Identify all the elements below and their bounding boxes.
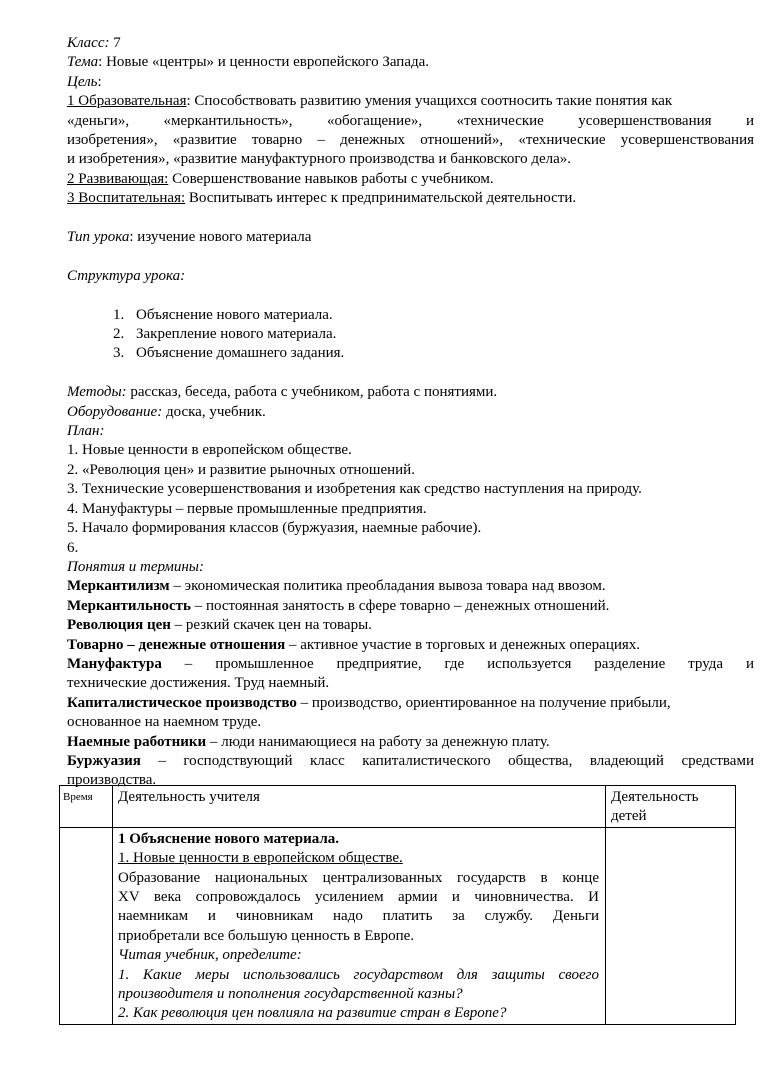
time-cell bbox=[60, 827, 113, 1024]
term-name: Меркантильность bbox=[67, 597, 191, 614]
structure-list bbox=[67, 306, 754, 364]
table-row bbox=[60, 827, 736, 1024]
lesson-type-label: Тип урока bbox=[67, 229, 130, 246]
plan-item: 6. bbox=[67, 539, 79, 556]
paragraph-line: Образование национальных централизованных государств в конце bbox=[118, 869, 599, 886]
term-definition: – промышленное предприятие, где используется разделение труда и bbox=[161, 655, 754, 672]
term-name: Буржуазия bbox=[67, 752, 141, 769]
paragraph-line: XV века сопровождалось усилением армии и чиновничества. И bbox=[118, 889, 599, 906]
topic-value: : Новые «центры» и ценности европейского Запада. bbox=[98, 54, 430, 71]
term-entry bbox=[67, 577, 754, 596]
methods-line bbox=[67, 383, 754, 402]
plan-item: 4. Мануфактуры – первые промышленные предприятия. bbox=[67, 500, 427, 517]
term-definition-continued: основанное на наемном труде. bbox=[67, 714, 262, 731]
class-line bbox=[67, 34, 754, 53]
methods-label: Методы: bbox=[67, 384, 127, 401]
upbringing-goal-text: Воспитывать интерес к предпринимательской деятельности. bbox=[185, 190, 577, 207]
term-entry-bourgeoisie bbox=[67, 752, 754, 771]
lesson-plan-document bbox=[67, 34, 754, 791]
plan-label: План: bbox=[67, 423, 105, 440]
term-definition: – постоянная занятость в сфере товарно – денежных отношений. bbox=[190, 597, 610, 614]
plan-item: 2. «Революция цен» и развитие рыночных отношений. bbox=[67, 461, 415, 478]
lesson-type-line bbox=[67, 228, 754, 247]
list-item-number: 1. bbox=[113, 306, 125, 323]
list-item-text: Объяснение домашнего задания. bbox=[136, 345, 345, 362]
term-definition-continued: технические достижения. Труд наемный. bbox=[67, 675, 330, 692]
paragraph-line: приобретали все большую ценность в Европе. bbox=[118, 927, 415, 944]
educational-goal-text-2: «деньги», «меркантильность», «обогащение», «технические усовершенствования и bbox=[67, 112, 754, 129]
column-header-kids bbox=[606, 786, 736, 828]
educational-goal-text-1: : Способствовать развитию умения учащихся соотносить такие понятия как bbox=[186, 93, 673, 110]
plan-item: 1. Новые ценности в европейском обществе. bbox=[67, 442, 352, 459]
list-item-text: Объяснение нового материала. bbox=[136, 306, 333, 323]
educational-goal-text-4: и изобретения», «развитие мануфактурного производства и банковского дела». bbox=[67, 151, 572, 168]
teacher-activity-cell bbox=[113, 827, 606, 1024]
column-header-time: Время bbox=[60, 786, 113, 828]
kids-activity-cell bbox=[606, 827, 736, 1024]
methods-value: рассказ, беседа, работа с учебником, работа с понятиями. bbox=[126, 384, 498, 401]
list-item bbox=[113, 325, 754, 344]
upbringing-goal-label: 3 Воспитательная: bbox=[67, 190, 186, 207]
term-definition: – резкий скачек цен на товары. bbox=[170, 617, 372, 634]
term-name: Наемные работники bbox=[67, 733, 207, 750]
term-entry bbox=[67, 616, 754, 635]
list-item-number: 2. bbox=[113, 326, 125, 343]
paragraph-line: наемникам и чиновникам надо платить за службу. Деньги bbox=[118, 908, 599, 925]
equipment-label: Оборудование: bbox=[67, 403, 163, 420]
term-name: Революция цен bbox=[67, 617, 171, 634]
educational-goal-label: 1 Образовательная bbox=[67, 93, 187, 110]
question-line: 2. Как революция цен повлияла на развитие стран в Европе? bbox=[118, 1005, 507, 1022]
educational-goal-line-1 bbox=[67, 92, 754, 111]
term-definition: – господствующий класс капиталистического общества, владеющий средствами bbox=[140, 752, 754, 769]
plan-item: 3. Технические усовершенствования и изобретения как средство наступления на природу. bbox=[67, 481, 642, 498]
question-line: 1. Какие меры использовались государством для защиты своего bbox=[118, 966, 599, 983]
list-item-number: 3. bbox=[113, 345, 125, 362]
class-label: Класс: bbox=[67, 35, 110, 51]
column-header-kids-line-2: детей bbox=[611, 808, 647, 825]
term-entry bbox=[67, 636, 754, 655]
topic-line bbox=[67, 53, 754, 72]
term-definition: – люди нанимающиеся на работу за денежную плату. bbox=[206, 733, 550, 750]
list-item bbox=[113, 344, 754, 363]
upbringing-goal-line bbox=[67, 189, 754, 208]
subsection-title: 1. Новые ценности в европейском обществе. bbox=[118, 850, 403, 867]
question-line: производителя и пополнения государственной казны? bbox=[118, 986, 463, 1003]
term-entry-hired bbox=[67, 733, 754, 752]
class-value: 7 bbox=[109, 35, 121, 51]
structure-label: Структура урока: bbox=[67, 267, 186, 284]
plan-item: 5. Начало формирования классов (буржуазия, наемные рабочие). bbox=[67, 520, 482, 537]
term-entry-manufactory bbox=[67, 655, 754, 674]
term-definition: – производство, ориентированное на получение прибыли, bbox=[296, 694, 671, 711]
developing-goal-line bbox=[67, 170, 754, 189]
section-title: 1 Объяснение нового материала. bbox=[118, 830, 340, 847]
term-entry-capitalist bbox=[67, 694, 754, 713]
term-entry bbox=[67, 597, 754, 616]
term-definition: – экономическая политика преобладания вывоза товара над ввозом. bbox=[169, 578, 606, 595]
equipment-line bbox=[67, 403, 754, 422]
term-definition: – активное участие в торговых и денежных операциях. bbox=[285, 636, 641, 653]
topic-label: Тема bbox=[67, 54, 99, 71]
educational-goal-text-3: изобретения», «развитие товарно – денежных отношений», «технические усовершенствования bbox=[67, 132, 754, 149]
developing-goal-text: Совершенствование навыков работы с учебником. bbox=[168, 170, 494, 187]
term-name: Манyфактура bbox=[67, 655, 162, 672]
term-definition-continued: производства. bbox=[67, 772, 157, 789]
list-item-text: Закрепление нового материала. bbox=[136, 326, 337, 343]
developing-goal-label: 2 Развивающая: bbox=[67, 170, 169, 187]
goal-line bbox=[67, 73, 754, 92]
column-header-kids-line-1: Деятельность bbox=[611, 789, 699, 805]
list-item bbox=[113, 306, 754, 325]
term-name: Товарно – денежные отношения bbox=[67, 636, 286, 653]
goal-colon: : bbox=[97, 73, 102, 90]
terms-label: Понятия и термины: bbox=[67, 558, 204, 575]
column-header-teacher: Деятельность учителя bbox=[113, 786, 606, 828]
table-header-row bbox=[60, 786, 736, 828]
lesson-type-value: : изучение нового материала bbox=[129, 229, 312, 246]
term-name: Капиталистическое производство bbox=[67, 694, 297, 711]
equipment-value: доска, учебник. bbox=[162, 403, 266, 420]
goal-label: Цель bbox=[67, 73, 98, 90]
lesson-table bbox=[59, 785, 736, 1025]
task-prompt: Читая учебник, определите: bbox=[118, 947, 302, 964]
term-name: Меркантилизм bbox=[67, 578, 170, 595]
